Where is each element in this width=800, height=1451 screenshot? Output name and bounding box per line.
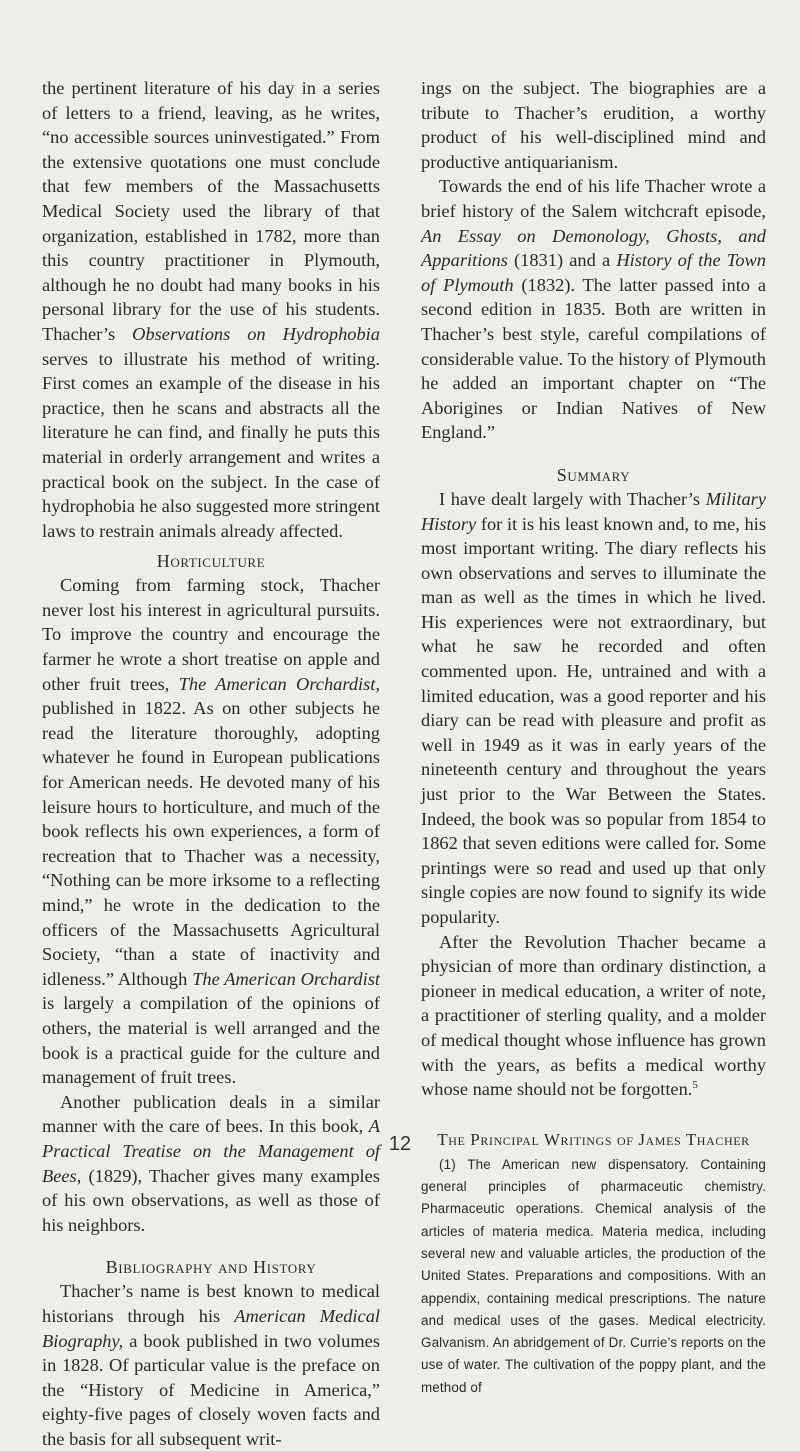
text-run: the pertinent literature of his day in a series of letters to a friend, leaving, as he writes, “no accessible sources uninvestigated.” From the extensive quotations one must conclude that few members of the Massachusetts Medical Society used the library of that organization, established in 1782, more than this country practitioner in Plymouth, although he no doubt had many books in his personal library for the use of his students. Thacher’s — [42, 78, 380, 344]
paragraph — [421, 174, 766, 445]
paragraph: ings on the subject. The biographies are a tribute to Thacher’s erudition, a worthy product of his well-disciplined mind and productive antiquarianism. — [421, 78, 766, 172]
book-title: American Medical Biography, — [42, 1305, 380, 1351]
book-title: Observations on Hydrophobia — [132, 323, 380, 344]
text-run: Towards the end of his life Thacher wrote a brief history of the Salem witchcraft episode, — [421, 176, 766, 221]
left-column — [42, 76, 380, 1451]
text-run: is largely a compilation of the opinions of others, the material is well arranged and the book is a practical guide for the culture and management of fruit trees. — [42, 993, 380, 1088]
text-run: a book published in two volumes in 1828. Of particular value is the preface on the “History of Medicine in America,” eighty-five pages of closely woven facts and the basis for all subsequent writ- — [42, 1330, 380, 1449]
section-heading-summary: Summary — [556, 464, 631, 485]
paragraph — [421, 487, 766, 930]
text-run: (1832). The latter passed into a second edition in 1835. Both are written in Thacher’s best style, careful compilations of considerable value. To the history of Plymouth he added an important chapter on “The Aborigines or Indian Natives of New England.” — [421, 274, 766, 443]
book-title: The American Orchardist, — [178, 673, 380, 694]
text-run: (1831) and a — [507, 250, 617, 271]
text-run: After the Revolution Thacher became a physician of more than ordinary distinction, a pioneer in medical education, a writer of note, a practitioner of sterling quality, and a molder of medical thought whose influence has grown with the years, as befits a medical worthy whose name should not be forgotten. — [421, 931, 766, 1100]
footnote-marker: 5 — [692, 1079, 698, 1092]
book-title: An Essay on Demonology, Ghosts, and Apparitions — [421, 225, 766, 271]
section-heading-horticulture: Horticulture — [156, 551, 266, 572]
book-title: The American Orchardist — [192, 968, 380, 989]
text-run: I have dealt largely with Thacher’s — [439, 488, 706, 509]
paragraph — [42, 573, 380, 1089]
text-run: serves to illustrate his method of writing. First comes an example of the disease in his practice, then he scans and abstracts all the literature he can find, and finally he puts this material in orderly arrangement and writes a practical book on the subject. In the case of hydrophobia he also suggested more stringent laws to restrain animals already affected. — [42, 348, 380, 541]
text-run: for it is his least known and, to me, his most important writing. The diary reflects his own observations and serves to illuminate the man as well as the times in which he lived. His experiences were not extraordinary, but what he saw he recorded and often commented upon. He, untrained and with a limited education, was a good reporter and his diary can be read with pleasure and profit as well in 1949 as it was in early years of the nineteenth century and throughout the years just prior to the War Between the States. Indeed, the book was so popular from 1854 to 1862 that seven editions were called for. Some printings were so read and used up that only single copies are now found to signify its wide popularity. — [421, 513, 766, 927]
book-title: History of the Town of Plymouth — [421, 250, 767, 295]
text-run: Coming from farming stock, Thacher never lost his interest in agricultural pursuits. To improve the country and encourage the farmer he wrote a short treatise on apple and other fruit trees, — [42, 575, 380, 694]
book-title: Military History — [421, 488, 766, 534]
text-run: (1829), Thacher gives many examples of his own observations, as well as those of his neighbors. — [42, 1165, 380, 1235]
book-title: A Practical Treatise on the Management of Bees, — [42, 1116, 380, 1186]
paragraph — [42, 76, 380, 543]
section-heading-bibliography: Bibliography and History — [105, 1257, 317, 1278]
text-run: Thacher’s name is best known to medical historians through his — [42, 1281, 380, 1326]
bibliography-item: (1) The American new dispensatory. Containing general principles of pharmaceutic chemistry. Pharmaceutic operations. Chemical analysis of the articles of materia medica. Materia medica, including several new and valuable articles, the production of the United States. Preparations and compositions. With an appendix, containing medical prescriptions. The nature and medical uses of the gases. Medical electricity. Galvanism. An abridgement of Dr. Currie’s reports on the use of water. The cultivation of the poppy plant, and the method of — [421, 1156, 766, 1395]
text-run: Another publication deals in a similar manner with the care of bees. In this book, — [42, 1091, 380, 1137]
right-column — [421, 76, 766, 1399]
section-heading-writings: The Principal Writings of James Thacher — [437, 1129, 750, 1149]
paragraph — [421, 930, 766, 1102]
text-run: published in 1822. As on other subjects he read the literature thoroughly, adopting whatever he found in European publications for American needs. He devoted many of his leisure hours to horticulture, and much of the book reflects his own experiences, a form of recreation that to Thacher was a necessity, “Nothing can be more irksome to a reflecting mind,” he wrote in the dedication to the officers of the Massachusetts Agricultural Society, “than a state of inactivity and idleness.” Although — [42, 698, 380, 989]
paragraph — [42, 1279, 380, 1451]
page-number: 12 — [388, 1133, 412, 1155]
paragraph — [42, 1090, 380, 1238]
